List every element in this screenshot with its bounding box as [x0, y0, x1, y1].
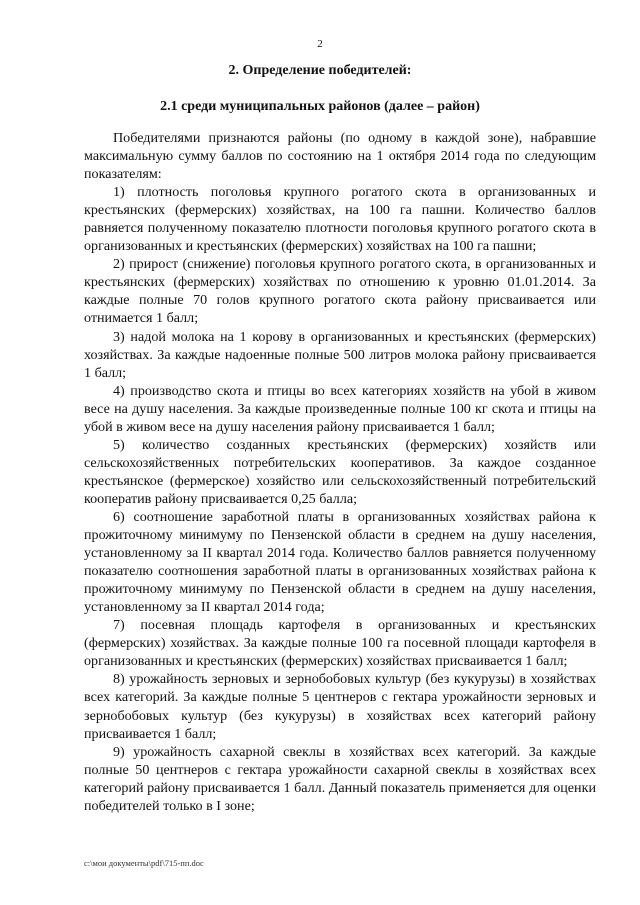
intro-paragraph: Победителями признаются районы (по одному в каждой зоне), набравшие максимальную сумму баллов по состоянию на 1 октября 2014 года по следующим показателям: [84, 130, 596, 183]
criterion-6-paragraph: 6) соотношение заработной платы в организованных хозяйствах района к прожиточному минимуму по Пензенской области в среднем на душу населения, установленному за II квартал 2014 года. Количество баллов равняется полученному показателю соотношения заработной платы в организованных хозяйствах района к прожиточному минимуму по Пензенской области в среднем на душу населения, установленному за II квартал 2014 года; [84, 508, 596, 616]
criterion-8-paragraph: 8) урожайность зерновых и зернобобовых культур (без кукурузы) в хозяйствах всех категорий. За каждые полные 5 центнеров с гектара урожайности зерновых и зернобобовых культур (без кукурузы) в хозяйствах всех категорий району присваивается 1 балл; [84, 671, 596, 742]
criterion-1-paragraph: 1) плотность поголовья крупного рогатого скота в организованных и крестьянских (фермерских) хозяйствах, на 100 га пашни. Количество баллов равняется полученному показателю плотности поголовья крупного рогатого скота в организованных и крестьянских (фермерских) хозяйствах на 100 га пашни; [84, 184, 596, 255]
criterion-7-paragraph: 7) посевная площадь картофеля в организованных и крестьянских (фермерских) хозяйствах. За каждые полные 100 га посевной площади картофеля в организованных и крестьянских (фермерских) хозяйствах присваивается 1 балл; [84, 617, 596, 670]
file-path-footer: c:\мои документы\pdf\715-пп.doc [84, 858, 204, 868]
criterion-9-paragraph: 9) урожайность сахарной свеклы в хозяйствах всех категорий. За каждые полные 50 центнеров с гектара урожайности сахарной свеклы в хозяйствах всех категорий району присваивается 1 балл. Данный показатель применяется для оценки победителей только в I зоне; [84, 743, 596, 814]
criterion-5-paragraph: 5) количество созданных крестьянских (фермерских) хозяйств или сельскохозяйственных потребительских кооперативов. За каждое созданное крестьянское (фермерское) хозяйство или сельскохозяйственный потребительский кооператив району присваивается 0,25 балла; [84, 436, 596, 507]
criterion-2-paragraph: 2) прирост (снижение) поголовья крупного рогатого скота, в организованных и крестьянских (фермерских) хозяйствах по отношению к уровню 01.01.2014. За каждые полные 70 голов крупного рогатого скота району присваивается или отнимается 1 балл; [84, 256, 596, 327]
criterion-4-paragraph: 4) производство скота и птицы во всех категориях хозяйств на убой в живом весе на душу населения. За каждые произведенные полные 100 кг скота и птицы на убой в живом весе на душу населения району присваивается 1 балл; [84, 382, 596, 435]
subsection-heading: 2.1 среди муниципальных районов (далее – район) [160, 99, 480, 114]
page-number: 2 [317, 38, 323, 50]
criterion-3-paragraph: 3) надой молока на 1 корову в организованных и крестьянских (фермерских) хозяйствах. За каждые надоенные полные 500 литров молока району присваивается 1 балл; [84, 328, 596, 381]
section-heading: 2. Определение победителей: [228, 63, 412, 78]
document-body [84, 129, 596, 815]
